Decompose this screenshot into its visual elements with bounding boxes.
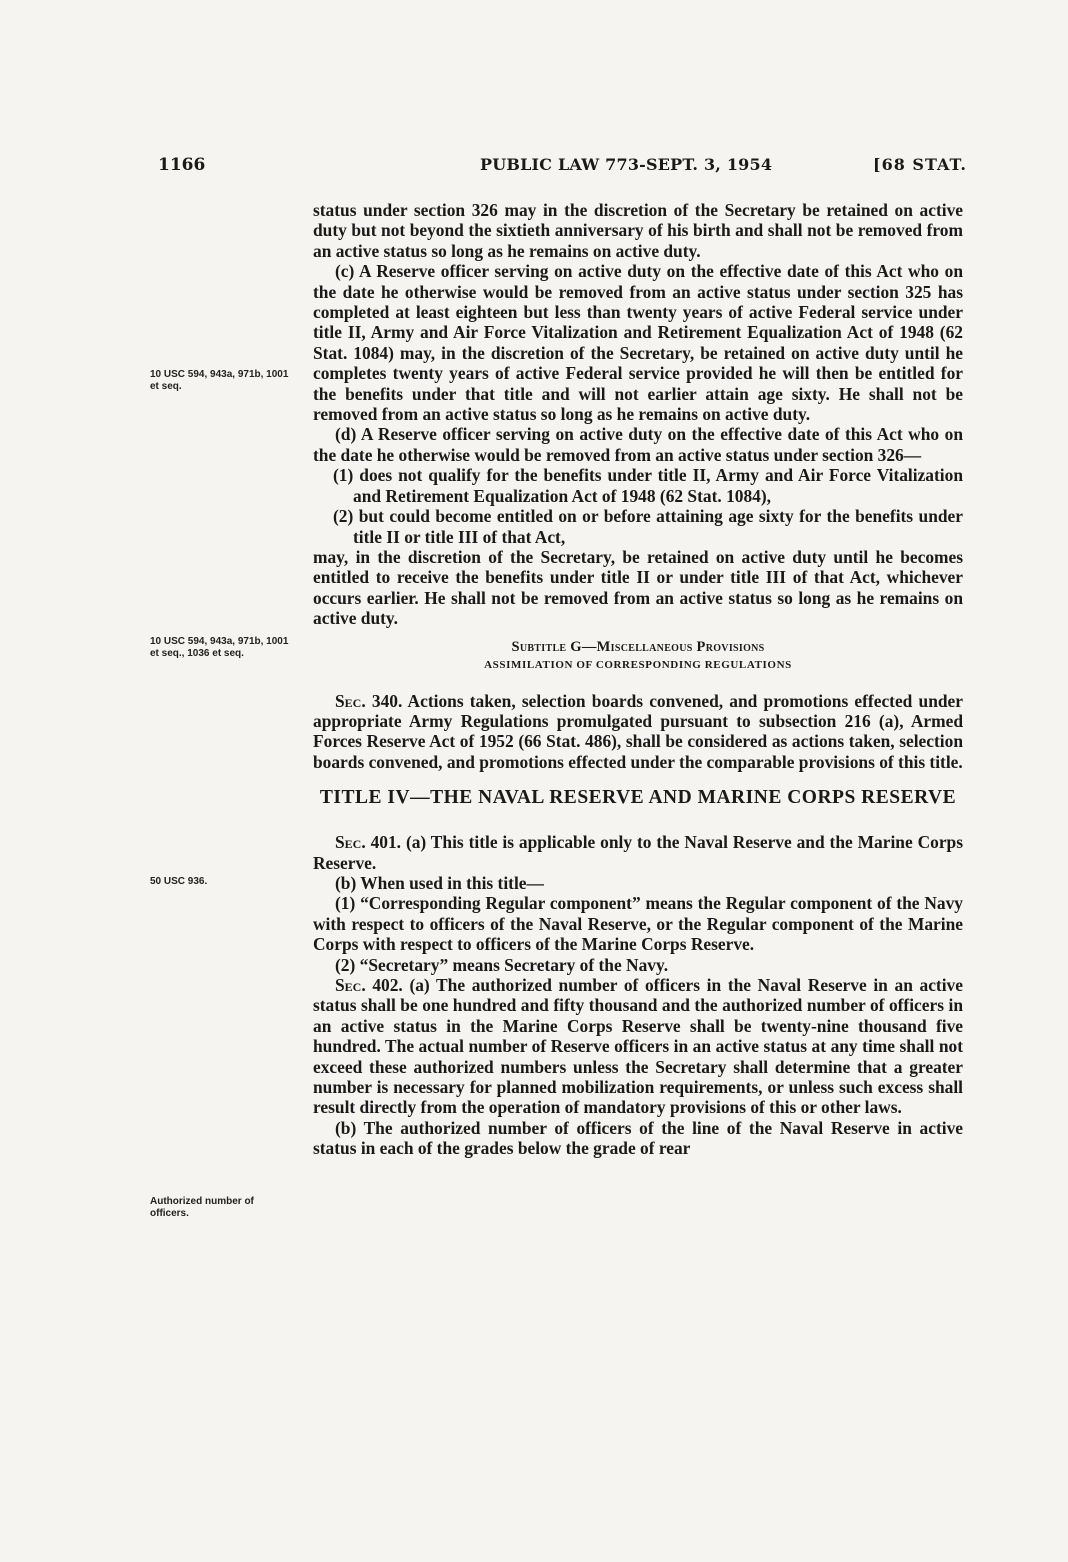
margin-note-citation-1: 10 USC 594, 943a, 971b, 1001 et seq. bbox=[150, 369, 289, 392]
paragraph-d: (d) A Reserve officer serving on active duty on the effective date of this Act who on the date he otherwise would be removed from an active status under section 326— bbox=[313, 424, 963, 465]
page-number: 1166 bbox=[158, 155, 206, 175]
section-heading: ASSIMILATION OF CORRESPONDING REGULATIONS bbox=[484, 658, 792, 671]
paragraph: may, in the discretion of the Secretary, be retained on active duty until he becomes entitled to receive the benefits under title II or under title III of that Act, whichever occurs earlier. He shall not be removed from an active status so long as he remains on active duty. bbox=[313, 546, 963, 629]
section-label: Sec. 401. bbox=[335, 832, 402, 853]
section-label: Sec. 402. bbox=[335, 975, 403, 995]
clause-1: (1) does not qualify for the benefits under title II, Army and Air Force Vitalization and Retirement Equalization Act of 1948 (62 Stat. 1084), bbox=[333, 465, 963, 506]
paragraph-c: (c) A Reserve officer serving on active duty on the effective date of this Act who on the date he otherwise would be removed from an active status under section 325 has completed at least eighteen but less than twenty years of active Federal service under title II, Army and Air Force Vitalization and Retirement Equalization Act of 1948 (62 Stat. 1084) may, in the discretion of the Secretary, be retained on active duty until he completes twenty years of active Federal service provided he will then be entitled for the benefits under that title and will not earlier attain age sixty. He shall not be removed from an active status so long as he remains on active duty. bbox=[313, 261, 963, 425]
title-heading: TITLE IV—THE NAVAL RESERVE AND MARINE CORPS RESERVE bbox=[319, 787, 957, 809]
volume-reference: [68 STAT. bbox=[873, 155, 967, 174]
paragraph: status under section 326 may in the discretion of the Secretary be retained on active duty but not beyond the sixtieth anniversary of his birth and shall not be removed from an active status so long as he remains on active duty. bbox=[313, 200, 963, 261]
definition-1: (1) “Corresponding Regular component” means the Regular component of the Navy with respect to officers of the Naval Reserve, or the Regular component of the Marine Corps with respect to officers of the Marine Corps Reserve. bbox=[313, 893, 963, 955]
subtitle-heading: Subtitle G—Miscellaneous Provisions bbox=[511, 638, 765, 655]
definition-2: (2) “Secretary” means Secretary of the Navy. bbox=[335, 954, 669, 975]
section-340 bbox=[313, 691, 963, 773]
body-text-column bbox=[313, 200, 963, 1159]
running-head: PUBLIC LAW 773-SEPT. 3, 1954 bbox=[480, 155, 773, 174]
clause-2: (2) but could become entitled on or before attaining age sixty for the benefits under title II or title III of that Act, bbox=[333, 506, 963, 547]
section-text: (a) The authorized number of officers in the Naval Reserve in an active status shall be one hundred and fifty thousand and the authorized number of officers in an active status in the Marine Corps Reserve shall be twenty-nine thousand five hundred. The actual number of Reserve officers in an active status at any time shall not exceed these authorized numbers unless the Secretary shall determine that a greater number is necessary for planned mobilization requirements, or unless such excess shall result directly from the operation of mandatory provisions of this or other laws. bbox=[313, 975, 963, 1118]
paragraph-b-402: (b) The authorized number of officers of the line of the Naval Reserve in active status in each of the grades below the grade of rear bbox=[313, 1117, 963, 1159]
section-text: (a) This title is applicable only to the Naval Reserve and the Marine Corps Reserve. bbox=[313, 832, 963, 873]
margin-note-authorized-officers: Authorized number of officers. bbox=[150, 1196, 254, 1219]
section-402 bbox=[313, 975, 963, 1118]
margin-note-citation-2: 10 USC 594, 943a, 971b, 1001 et seq., 1036 et seq. bbox=[150, 636, 289, 659]
section-label: Sec. 340. bbox=[335, 690, 403, 711]
section-text: Actions taken, selection boards convened, and promotions effected under appropriate Army Regulations promulgated pursuant to subsection 216 (a), Armed Forces Reserve Act of 1952 (66 Stat. 486), shall be considered as actions taken, selection boards convened, and promotions effected under the comparable provisions of this title. bbox=[313, 690, 963, 772]
margin-note-citation-3: 50 USC 936. bbox=[150, 876, 208, 887]
paragraph-b: (b) When used in this title— bbox=[335, 872, 544, 893]
section-401 bbox=[313, 832, 963, 873]
